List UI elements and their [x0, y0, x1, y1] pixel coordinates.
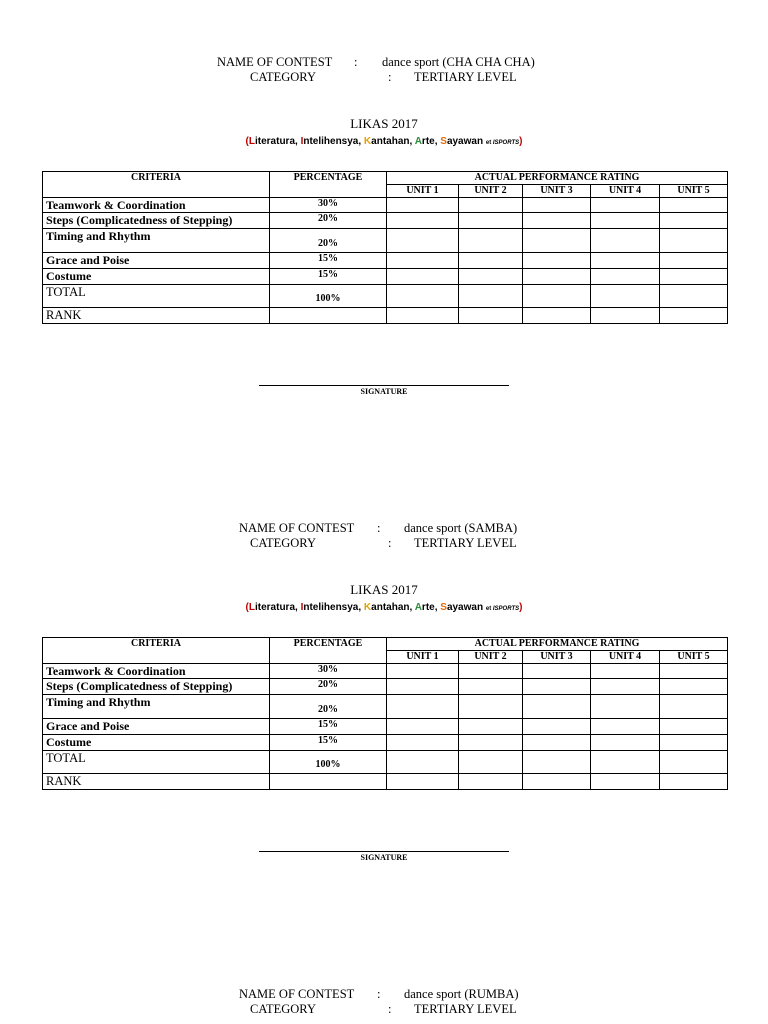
- rating-cell[interactable]: [660, 269, 728, 285]
- percentage-cell: 15%: [270, 253, 387, 269]
- percentage-cell: 15%: [270, 735, 387, 751]
- criteria-cell: Steps (Complicatedness of Stepping): [43, 679, 270, 695]
- contest-label: NAME OF CONTEST: [217, 55, 333, 69]
- rating-cell[interactable]: [523, 253, 591, 269]
- rating-cell[interactable]: [459, 229, 523, 253]
- unit-header: UNIT 5: [660, 185, 728, 198]
- contest-label: NAME OF CONTEST: [239, 521, 355, 535]
- rating-cell[interactable]: [660, 735, 728, 751]
- category-value: TERTIARY LEVEL: [414, 70, 517, 84]
- colon: :: [388, 1002, 392, 1016]
- rating-cell[interactable]: [591, 285, 660, 308]
- unit-header: UNIT 2: [459, 185, 523, 198]
- rating-cell[interactable]: [591, 269, 660, 285]
- percentage-header: PERCENTAGE: [270, 172, 387, 198]
- rating-cell[interactable]: [591, 213, 660, 229]
- percentage-cell[interactable]: [270, 308, 387, 324]
- rating-cell[interactable]: [387, 213, 459, 229]
- rating-cell[interactable]: [591, 735, 660, 751]
- rating-cell[interactable]: [459, 679, 523, 695]
- rating-cell[interactable]: [387, 735, 459, 751]
- rating-cell[interactable]: [459, 213, 523, 229]
- criteria-cell: Grace and Poise: [43, 719, 270, 735]
- rating-cell[interactable]: [459, 774, 523, 790]
- criteria-cell: Teamwork & Coordination: [43, 198, 270, 213]
- category-value: TERTIARY LEVEL: [414, 1002, 517, 1016]
- percentage-cell: 30%: [270, 664, 387, 679]
- rating-cell[interactable]: [523, 695, 591, 719]
- rating-cell[interactable]: [523, 285, 591, 308]
- criteria-cell: Costume: [43, 269, 270, 285]
- event-title: LIKAS 2017: [350, 116, 418, 131]
- contest-name: dance sport (SAMBA): [404, 521, 518, 535]
- unit-header: UNIT 4: [591, 651, 660, 664]
- signature-label: SIGNATURE: [360, 853, 408, 862]
- signature-line[interactable]: [259, 385, 509, 386]
- category-label: CATEGORY: [250, 1002, 316, 1016]
- rating-cell[interactable]: [523, 679, 591, 695]
- rating-header: ACTUAL PERFORMANCE RATING: [387, 638, 728, 651]
- contest-label: NAME OF CONTEST: [239, 987, 355, 1001]
- signature-line[interactable]: [259, 851, 509, 852]
- rating-cell[interactable]: [387, 664, 459, 679]
- rating-cell[interactable]: [523, 751, 591, 774]
- rating-cell[interactable]: [591, 679, 660, 695]
- rating-cell[interactable]: [387, 285, 459, 308]
- criteria-cell: Timing and Rhythm: [43, 229, 270, 253]
- percentage-header: PERCENTAGE: [270, 638, 387, 664]
- percentage-cell: 30%: [270, 198, 387, 213]
- rating-cell[interactable]: [387, 308, 459, 324]
- rating-cell[interactable]: [660, 213, 728, 229]
- category-label: CATEGORY: [250, 536, 316, 550]
- rating-cell[interactable]: [591, 695, 660, 719]
- rating-cell[interactable]: [591, 198, 660, 213]
- rating-cell[interactable]: [591, 774, 660, 790]
- rating-cell[interactable]: [660, 285, 728, 308]
- rating-cell[interactable]: [523, 719, 591, 735]
- percentage-cell: 20%: [270, 679, 387, 695]
- rating-cell[interactable]: [660, 679, 728, 695]
- percentage-cell: 15%: [270, 269, 387, 285]
- rating-cell[interactable]: [660, 695, 728, 719]
- rating-header: ACTUAL PERFORMANCE RATING: [387, 172, 728, 185]
- category-label: CATEGORY: [250, 70, 316, 84]
- colon: :: [388, 536, 392, 550]
- rating-cell[interactable]: [591, 719, 660, 735]
- percentage-cell: 20%: [270, 695, 387, 719]
- rating-cell[interactable]: [387, 253, 459, 269]
- rating-cell[interactable]: [387, 229, 459, 253]
- rating-cell[interactable]: [459, 285, 523, 308]
- percentage-cell: 100%: [270, 285, 387, 308]
- percentage-cell[interactable]: [270, 774, 387, 790]
- criteria-cell: Timing and Rhythm: [43, 695, 270, 719]
- rating-cell[interactable]: [591, 751, 660, 774]
- event-title: LIKAS 2017: [350, 582, 418, 597]
- rating-cell[interactable]: [591, 664, 660, 679]
- rating-cell[interactable]: [459, 751, 523, 774]
- criteria-cell: RANK: [43, 774, 270, 790]
- contest-name: dance sport (CHA CHA CHA): [382, 55, 535, 69]
- percentage-cell: 100%: [270, 751, 387, 774]
- category-value: TERTIARY LEVEL: [414, 536, 517, 550]
- rating-cell[interactable]: [591, 308, 660, 324]
- rating-cell[interactable]: [660, 198, 728, 213]
- rating-cell[interactable]: [523, 308, 591, 324]
- rating-cell[interactable]: [459, 664, 523, 679]
- rating-cell[interactable]: [660, 774, 728, 790]
- rating-cell[interactable]: [523, 213, 591, 229]
- event-expansion: (Literatura, Intelihensya, Kantahan, Arte, Sayawan et ISPORTS): [245, 136, 523, 147]
- rating-cell[interactable]: [660, 664, 728, 679]
- rating-cell[interactable]: [523, 269, 591, 285]
- rating-cell[interactable]: [459, 735, 523, 751]
- rating-cell[interactable]: [660, 308, 728, 324]
- colon: :: [377, 987, 381, 1001]
- unit-header: UNIT 1: [387, 651, 459, 664]
- rating-cell[interactable]: [523, 664, 591, 679]
- rating-cell[interactable]: [660, 253, 728, 269]
- rating-cell[interactable]: [523, 229, 591, 253]
- rating-cell[interactable]: [459, 269, 523, 285]
- rating-cell[interactable]: [523, 735, 591, 751]
- rating-cell[interactable]: [387, 774, 459, 790]
- rating-cell[interactable]: [523, 774, 591, 790]
- signature-label: SIGNATURE: [360, 387, 408, 396]
- unit-header: UNIT 3: [523, 185, 591, 198]
- unit-header: UNIT 1: [387, 185, 459, 198]
- criteria-cell: Grace and Poise: [43, 253, 270, 269]
- rating-cell[interactable]: [660, 751, 728, 774]
- score-table: [42, 171, 728, 324]
- rating-cell[interactable]: [387, 198, 459, 213]
- rating-cell[interactable]: [523, 198, 591, 213]
- percentage-cell: 20%: [270, 229, 387, 253]
- rating-cell[interactable]: [459, 308, 523, 324]
- rating-cell[interactable]: [459, 198, 523, 213]
- criteria-header: CRITERIA: [43, 638, 270, 664]
- rating-cell[interactable]: [591, 253, 660, 269]
- rating-cell[interactable]: [660, 229, 728, 253]
- colon: :: [354, 55, 358, 69]
- criteria-header: CRITERIA: [43, 172, 270, 198]
- criteria-cell: Teamwork & Coordination: [43, 664, 270, 679]
- unit-header: UNIT 2: [459, 651, 523, 664]
- rating-cell[interactable]: [459, 253, 523, 269]
- colon: :: [377, 521, 381, 535]
- contest-name: dance sport (RUMBA): [404, 987, 519, 1001]
- rating-cell[interactable]: [387, 679, 459, 695]
- criteria-cell: Steps (Complicatedness of Stepping): [43, 213, 270, 229]
- unit-header: UNIT 5: [660, 651, 728, 664]
- criteria-cell: TOTAL: [43, 285, 270, 308]
- rating-cell[interactable]: [660, 719, 728, 735]
- criteria-cell: Costume: [43, 735, 270, 751]
- rating-cell[interactable]: [459, 719, 523, 735]
- criteria-cell: RANK: [43, 308, 270, 324]
- rating-cell[interactable]: [459, 695, 523, 719]
- criteria-cell: TOTAL: [43, 751, 270, 774]
- percentage-cell: 20%: [270, 213, 387, 229]
- rating-cell[interactable]: [387, 269, 459, 285]
- rating-cell[interactable]: [387, 719, 459, 735]
- event-expansion: (Literatura, Intelihensya, Kantahan, Arte, Sayawan et ISPORTS): [245, 602, 523, 613]
- rating-cell[interactable]: [387, 695, 459, 719]
- unit-header: UNIT 4: [591, 185, 660, 198]
- percentage-cell: 15%: [270, 719, 387, 735]
- rating-cell[interactable]: [591, 229, 660, 253]
- colon: :: [388, 70, 392, 84]
- unit-header: UNIT 3: [523, 651, 591, 664]
- score-table: [42, 637, 728, 790]
- rating-cell[interactable]: [387, 751, 459, 774]
